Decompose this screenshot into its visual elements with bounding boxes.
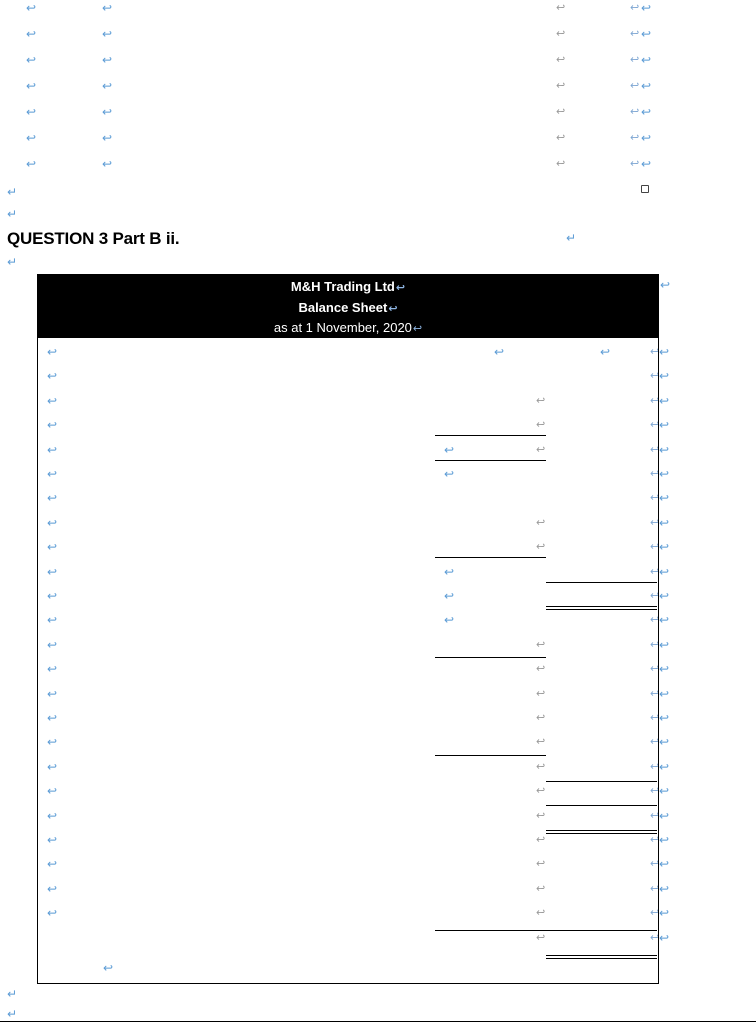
paragraph-mark-icon: ↩ bbox=[47, 735, 58, 750]
paragraph-mark-icon: ↩ bbox=[659, 369, 670, 384]
paragraph-mark-icon: ↩ bbox=[47, 711, 58, 725]
paragraph-mark-icon: ↩ bbox=[47, 637, 58, 652]
paragraph-mark-icon: ↩ bbox=[659, 637, 670, 652]
company-name-line bbox=[38, 279, 658, 294]
paragraph-mark-icon: ↩ bbox=[659, 735, 670, 750]
paragraph-mark-icon: ↩ bbox=[650, 491, 660, 505]
paragraph-mark-icon: ↩ bbox=[641, 157, 652, 171]
paragraph-mark-icon: ↩ bbox=[26, 79, 37, 93]
paragraph-mark-icon: ↩ bbox=[102, 157, 113, 171]
paragraph-mark-icon: ↩ bbox=[103, 961, 114, 975]
paragraph-mark-icon: ↩ bbox=[650, 881, 660, 895]
paragraph-mark-icon: ↩ bbox=[659, 515, 670, 530]
sheet-date: as at 1 November, 2020 bbox=[273, 320, 412, 335]
single-underline bbox=[435, 755, 546, 756]
paragraph-mark-icon: ↩ bbox=[536, 711, 546, 724]
paragraph-mark-icon: ↩ bbox=[650, 759, 660, 773]
checkbox-icon[interactable] bbox=[641, 185, 649, 193]
double-underline bbox=[546, 955, 657, 959]
paragraph-mark-icon: ↩ bbox=[650, 393, 660, 407]
paragraph-mark-icon: ↩ bbox=[659, 491, 670, 506]
double-underline bbox=[546, 606, 657, 610]
paragraph-mark-icon: ↩ bbox=[659, 613, 670, 628]
paragraph-mark-icon: ↩ bbox=[659, 393, 670, 408]
paragraph-mark-icon: ↩ bbox=[47, 784, 58, 799]
paragraph-mark-icon: ↩ bbox=[47, 613, 58, 628]
paragraph-mark-icon: ↩ bbox=[650, 784, 660, 798]
paragraph-mark-icon: ↩ bbox=[26, 131, 37, 145]
paragraph-mark-icon: ↩ bbox=[650, 711, 660, 724]
single-underline bbox=[435, 657, 546, 658]
paragraph-mark-icon: ↩ bbox=[47, 393, 58, 408]
paragraph-mark-icon: ↩ bbox=[47, 589, 58, 603]
paragraph-mark-icon: ↩ bbox=[444, 613, 455, 628]
paragraph-mark-icon: ↩ bbox=[444, 442, 455, 457]
paragraph-mark-icon: ↩ bbox=[47, 345, 58, 359]
paragraph-mark-icon: ↩ bbox=[47, 564, 58, 579]
paragraph-mark-icon: ↩ bbox=[47, 515, 58, 530]
paragraph-mark-icon: ↩ bbox=[600, 345, 611, 359]
paragraph-mark-icon: ↩ bbox=[659, 589, 670, 603]
paragraph-mark-icon: ↩ bbox=[650, 442, 660, 456]
paragraph-mark-icon: ↩ bbox=[650, 515, 660, 529]
company-name: M&H Trading Ltd bbox=[290, 279, 395, 294]
paragraph-mark-icon: ↩ bbox=[659, 686, 670, 701]
single-underline bbox=[546, 805, 657, 806]
paragraph-mark-icon: ↩ bbox=[536, 906, 546, 920]
paragraph-mark-icon: ↩ bbox=[444, 564, 455, 579]
paragraph-mark-icon: ↩ bbox=[650, 418, 660, 432]
single-underline bbox=[435, 460, 546, 461]
paragraph-mark-icon: ↩ bbox=[47, 759, 58, 774]
paragraph-mark-icon: ↩ bbox=[47, 491, 58, 506]
paragraph-mark-icon: ↩ bbox=[102, 1, 113, 15]
paragraph-mark-icon: ↩ bbox=[395, 281, 406, 294]
paragraph-mark-icon: ↩ bbox=[630, 131, 640, 144]
balance-sheet-header bbox=[38, 275, 658, 338]
paragraph-mark-icon: ↩ bbox=[650, 686, 660, 700]
paragraph-mark-icon: ↩ bbox=[659, 808, 670, 823]
paragraph-mark-icon: ↩ bbox=[26, 105, 37, 119]
paragraph-mark-icon: ↩ bbox=[536, 442, 546, 456]
paragraph-mark-icon: ↩ bbox=[630, 79, 640, 92]
double-underline bbox=[546, 830, 657, 834]
paragraph-mark-icon: ↩ bbox=[536, 540, 546, 554]
paragraph-mark-icon: ↩ bbox=[536, 735, 546, 749]
sheet-title: Balance Sheet bbox=[298, 300, 388, 315]
paragraph-mark-icon: ↩ bbox=[556, 53, 566, 66]
paragraph-mark-icon: ↩ bbox=[659, 906, 670, 921]
paragraph-mark-icon: ↩ bbox=[650, 369, 660, 383]
paragraph-mark-icon: ↩ bbox=[650, 564, 660, 578]
paragraph-mark-icon: ↩ bbox=[641, 27, 652, 41]
paragraph-mark-icon: ↩ bbox=[102, 105, 113, 119]
paragraph-mark-icon: ↩ bbox=[660, 278, 671, 292]
paragraph-mark-icon: ↩ bbox=[659, 540, 670, 555]
paragraph-mark-icon: ↩ bbox=[556, 157, 566, 170]
paragraph-mark-icon: ↩ bbox=[650, 906, 660, 920]
paragraph-mark-icon: ↩ bbox=[641, 1, 652, 15]
paragraph-mark-icon: ↩ bbox=[641, 79, 652, 93]
paragraph-mark-icon: ↩ bbox=[536, 515, 546, 529]
paragraph-mark-icon: ↩ bbox=[556, 1, 566, 14]
paragraph-mark-icon: ↩ bbox=[102, 131, 113, 145]
paragraph-mark-icon: ↩ bbox=[659, 784, 670, 799]
paragraph-mark-icon: ↩ bbox=[444, 589, 455, 603]
paragraph-mark-icon: ↩ bbox=[47, 686, 58, 701]
paragraph-mark-icon: ↩ bbox=[630, 1, 640, 14]
date-line bbox=[38, 320, 658, 335]
paragraph-mark-icon: ↩ bbox=[536, 930, 546, 944]
paragraph-mark-icon: ↩ bbox=[47, 833, 58, 847]
paragraph-mark-icon: ↩ bbox=[26, 1, 37, 15]
paragraph-mark-icon: ↩ bbox=[536, 637, 546, 651]
balance-sheet-table bbox=[37, 274, 659, 984]
paragraph-mark-icon: ↩ bbox=[412, 322, 423, 335]
paragraph-mark-icon: ↩ bbox=[47, 906, 58, 921]
paragraph-mark-icon: ↩ bbox=[47, 418, 58, 433]
paragraph-mark-icon: ↩ bbox=[650, 735, 660, 749]
paragraph-mark-icon: ↩ bbox=[650, 467, 660, 480]
paragraph-mark-icon: ↩ bbox=[536, 662, 546, 676]
paragraph-mark-icon: ↩ bbox=[556, 79, 566, 92]
paragraph-mark-icon: ↩ bbox=[630, 157, 640, 170]
paragraph-mark-icon: ↩ bbox=[650, 345, 660, 358]
paragraph-mark-icon: ↩ bbox=[630, 105, 640, 118]
paragraph-mark-icon: ↩ bbox=[494, 345, 505, 359]
paragraph-mark-icon: ↩ bbox=[659, 881, 670, 896]
paragraph-mark-icon: ↩ bbox=[650, 930, 660, 944]
paragraph-mark-icon: ↩ bbox=[659, 467, 670, 481]
paragraph-mark-icon: ↩ bbox=[659, 662, 670, 677]
single-underline bbox=[435, 930, 546, 931]
paragraph-mark-icon: ↩ bbox=[444, 467, 455, 481]
paragraph-mark-icon: ↩ bbox=[650, 662, 660, 676]
paragraph-mark-icon: ↩ bbox=[102, 53, 113, 67]
single-underline bbox=[546, 582, 657, 583]
question-heading: QUESTION 3 Part B ii. bbox=[7, 229, 180, 248]
paragraph-mark-icon: ↩ bbox=[630, 53, 640, 66]
paragraph-mark-icon: ↩ bbox=[388, 302, 398, 315]
paragraph-mark-icon: ↵ bbox=[566, 231, 577, 245]
paragraph-mark-icon: ↩ bbox=[659, 442, 670, 457]
paragraph-mark-icon: ↩ bbox=[47, 881, 58, 896]
paragraph-mark-icon: ↩ bbox=[47, 442, 58, 457]
paragraph-mark-icon: ↩ bbox=[47, 467, 58, 481]
paragraph-mark-icon: ↩ bbox=[650, 833, 660, 846]
paragraph-mark-icon: ↵ bbox=[7, 987, 18, 1001]
paragraph-mark-icon: ↩ bbox=[536, 759, 546, 773]
paragraph-mark-icon: ↩ bbox=[536, 686, 546, 700]
paragraph-mark-icon: ↩ bbox=[536, 881, 546, 895]
paragraph-mark-icon: ↩ bbox=[659, 418, 670, 433]
paragraph-mark-icon: ↩ bbox=[102, 27, 113, 41]
paragraph-mark-icon: ↩ bbox=[659, 759, 670, 774]
single-underline bbox=[546, 930, 657, 931]
paragraph-mark-icon: ↵ bbox=[7, 255, 18, 269]
paragraph-mark-icon: ↩ bbox=[650, 808, 660, 822]
paragraph-mark-icon: ↩ bbox=[536, 418, 546, 432]
paragraph-mark-icon: ↩ bbox=[26, 157, 37, 171]
paragraph-mark-icon: ↩ bbox=[650, 589, 660, 602]
paragraph-mark-icon: ↩ bbox=[650, 540, 660, 554]
paragraph-mark-icon: ↩ bbox=[47, 369, 58, 384]
paragraph-mark-icon: ↩ bbox=[536, 857, 546, 871]
paragraph-mark-icon: ↩ bbox=[47, 808, 58, 823]
paragraph-mark-icon: ↩ bbox=[556, 105, 566, 118]
paragraph-mark-icon: ↩ bbox=[650, 857, 660, 871]
paragraph-mark-icon: ↩ bbox=[26, 27, 37, 41]
paragraph-mark-icon: ↵ bbox=[7, 185, 18, 199]
paragraph-mark-icon: ↩ bbox=[47, 857, 58, 872]
paragraph-mark-icon: ↩ bbox=[659, 711, 670, 725]
paragraph-mark-icon: ↩ bbox=[536, 393, 546, 407]
paragraph-mark-icon: ↩ bbox=[659, 564, 670, 579]
page-bottom-border bbox=[0, 1021, 756, 1022]
paragraph-mark-icon: ↩ bbox=[650, 613, 660, 627]
paragraph-mark-icon: ↩ bbox=[659, 833, 670, 847]
paragraph-mark-icon: ↩ bbox=[630, 27, 640, 40]
paragraph-mark-icon: ↩ bbox=[536, 833, 546, 846]
paragraph-mark-icon: ↩ bbox=[650, 637, 660, 651]
paragraph-mark-icon: ↩ bbox=[536, 808, 546, 822]
paragraph-mark-icon: ↩ bbox=[556, 27, 566, 40]
single-underline bbox=[546, 781, 657, 782]
single-underline bbox=[435, 557, 546, 558]
paragraph-mark-icon: ↩ bbox=[641, 53, 652, 67]
paragraph-mark-icon: ↩ bbox=[47, 662, 58, 677]
paragraph-mark-icon: ↩ bbox=[659, 857, 670, 872]
paragraph-mark-icon: ↩ bbox=[102, 79, 113, 93]
paragraph-mark-icon: ↩ bbox=[26, 53, 37, 67]
paragraph-mark-icon: ↩ bbox=[536, 784, 546, 798]
sheet-title-line bbox=[38, 300, 658, 315]
paragraph-mark-icon: ↩ bbox=[556, 131, 566, 144]
single-underline bbox=[435, 435, 546, 436]
paragraph-mark-icon: ↩ bbox=[47, 540, 58, 555]
paragraph-mark-icon: ↩ bbox=[641, 105, 652, 119]
paragraph-mark-icon: ↩ bbox=[641, 131, 652, 145]
paragraph-mark-icon: ↩ bbox=[659, 930, 670, 945]
paragraph-mark-icon: ↵ bbox=[7, 1007, 18, 1021]
paragraph-mark-icon: ↵ bbox=[7, 207, 18, 221]
paragraph-mark-icon: ↩ bbox=[659, 345, 670, 359]
